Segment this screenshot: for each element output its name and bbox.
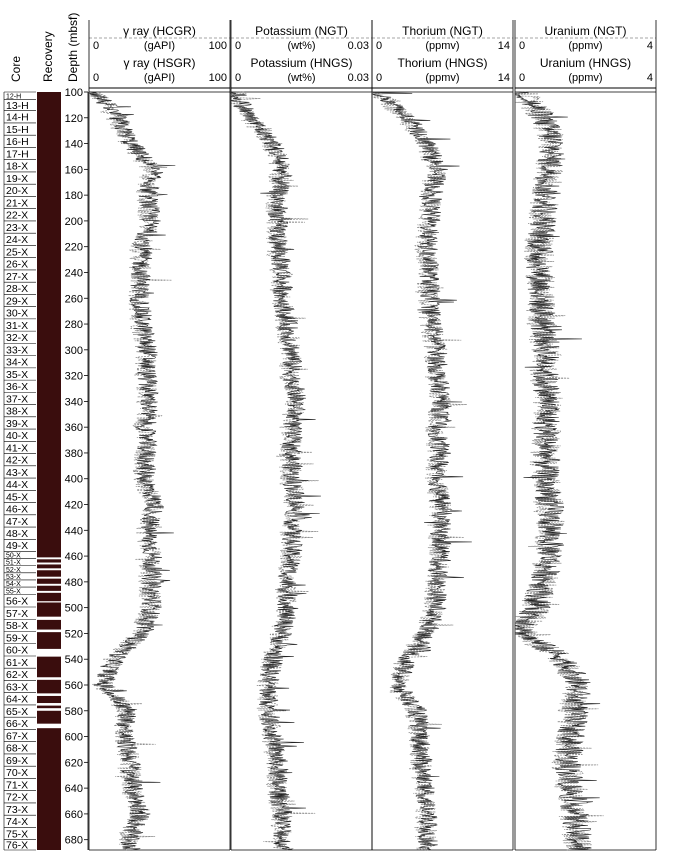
track-top-max: 14 — [497, 40, 510, 52]
core-label: 45-X — [6, 491, 29, 504]
core-label: 13-H — [6, 100, 29, 113]
depth-tick-label: 660 — [64, 808, 83, 821]
core-label: 32-X — [6, 332, 29, 345]
core-label: 27-X — [6, 270, 29, 283]
track-top-max: 4 — [646, 40, 653, 52]
core-label: 39-X — [6, 417, 29, 430]
core-label: 66-X — [6, 718, 29, 731]
depth-tick-label: 520 — [64, 628, 83, 641]
recovery-gap — [37, 568, 61, 570]
core-label: 62-X — [6, 669, 29, 682]
core-label: 53-X — [6, 573, 21, 581]
depth-tick-label: 500 — [64, 602, 83, 615]
log-tracks — [89, 20, 656, 850]
core-label: 75-X — [6, 828, 29, 841]
core-label: 28-X — [6, 283, 29, 296]
core-label: 17-H — [6, 148, 29, 161]
core-label: 60-X — [6, 644, 29, 657]
track-bottom-unit: (gAPI) — [143, 72, 176, 84]
core-label: 42-X — [6, 454, 29, 467]
core-label: 73-X — [6, 803, 29, 816]
core-label: 12-H — [6, 93, 22, 101]
depth-tick-label: 320 — [64, 370, 83, 383]
core-label: 29-X — [6, 295, 29, 308]
core-label: 50-X — [6, 552, 21, 560]
depth-tick-label: 300 — [64, 344, 83, 357]
depth-tick-label: 280 — [64, 319, 83, 332]
depth-tick-label: 640 — [64, 783, 83, 796]
core-label: 47-X — [6, 515, 29, 528]
track-top-max: 100 — [208, 40, 227, 52]
track-top-unit: (gAPI) — [143, 40, 176, 52]
depth-tick-label: 420 — [64, 499, 83, 512]
track-bottom-title: Thorium (HNGS) — [397, 56, 488, 70]
recovery-column — [37, 92, 61, 850]
track-top-min: 0 — [93, 40, 100, 52]
core-label: 61-X — [6, 656, 29, 669]
core-label: 55-X — [6, 588, 21, 596]
depth-tick-label: 440 — [64, 525, 83, 538]
track-top-title: γ ray (HCGR) — [123, 24, 196, 38]
core-label: 74-X — [6, 816, 29, 829]
core-label: 35-X — [6, 368, 29, 381]
track-top-title: Uranium (NGT) — [544, 24, 627, 38]
core-label: 68-X — [6, 742, 29, 755]
core-label: 76-X — [6, 839, 29, 852]
recovery-gap — [37, 601, 61, 602]
depth-tick-label: 220 — [64, 241, 83, 254]
core-label: 25-X — [6, 246, 29, 259]
core-label: 24-X — [6, 234, 29, 247]
recovery-gap — [37, 703, 61, 706]
track-bottom-max: 100 — [208, 72, 227, 84]
depth-tick-label: 460 — [64, 551, 83, 564]
depth-tick-label: 480 — [64, 576, 83, 589]
track-bottom-unit: (ppmv) — [568, 72, 603, 84]
track-top-max: 0.03 — [347, 40, 369, 52]
core-label: 15-H — [6, 123, 29, 136]
recovery-gap — [37, 693, 61, 696]
depth-tick-label: 360 — [64, 422, 83, 435]
track-top-title: Potassium (NGT) — [255, 24, 348, 38]
track-bottom-min: 0 — [235, 72, 242, 84]
recovery-gap — [37, 617, 61, 620]
depth-axis-label: Depth (mbsf) — [66, 12, 80, 82]
core-label: 63-X — [6, 681, 29, 694]
track-top-unit: (ppmv) — [425, 40, 460, 52]
core-label: 56-X — [6, 595, 29, 608]
track-4 — [515, 20, 656, 850]
core-label: 52-X — [6, 566, 21, 574]
core-label: 31-X — [6, 319, 29, 332]
core-label: 30-X — [6, 307, 29, 320]
track-bottom-max: 14 — [497, 72, 510, 84]
ngt-curve — [89, 92, 175, 850]
core-label: 26-X — [6, 258, 29, 271]
depth-tick-label: 200 — [64, 215, 83, 228]
hngs-curve — [372, 92, 467, 850]
track-top-min: 0 — [235, 40, 242, 52]
depth-tick-label: 140 — [64, 138, 83, 151]
core-label: 65-X — [6, 705, 29, 718]
depth-tick-label: 400 — [64, 473, 83, 486]
core-label: 43-X — [6, 466, 29, 479]
core-label: 40-X — [6, 430, 29, 443]
core-label: 20-X — [6, 185, 29, 198]
core-label: 23-X — [6, 221, 29, 234]
core-label: 14-H — [6, 111, 29, 124]
depth-tick-label: 680 — [64, 834, 83, 847]
core-label: 22-X — [6, 209, 29, 222]
hngs-curve — [515, 92, 604, 850]
ngt-curve — [515, 92, 600, 850]
track-bottom-min: 0 — [93, 72, 100, 84]
recovery-gap — [37, 577, 61, 579]
track-bottom-title: Uranium (HNGS) — [539, 56, 632, 70]
core-label: 33-X — [6, 344, 29, 357]
recovery-gap — [37, 557, 61, 559]
track-2 — [231, 20, 372, 850]
track-top-title: Thorium (NGT) — [402, 24, 483, 38]
recovery-gap — [37, 708, 61, 711]
core-label: 44-X — [6, 479, 29, 492]
core-label: 48-X — [6, 527, 29, 540]
core-label: 54-X — [6, 580, 21, 588]
core-column-label: Core — [9, 55, 23, 82]
depth-tick-label: 380 — [64, 447, 83, 460]
core-label: 57-X — [6, 607, 29, 620]
recovery-gap — [37, 563, 61, 565]
core-label: 46-X — [6, 503, 29, 516]
depth-tick-label: 100 — [64, 87, 83, 99]
track-1 — [89, 20, 230, 850]
track-top-min: 0 — [376, 40, 383, 52]
depth-tick-label: 120 — [64, 112, 83, 125]
core-label: 18-X — [6, 160, 29, 173]
recovery-gap — [37, 630, 61, 633]
recovery-gap — [37, 591, 61, 593]
core-label: 64-X — [6, 693, 29, 706]
core-label: 67-X — [6, 730, 29, 743]
depth-tick-label: 620 — [64, 757, 83, 770]
core-labels — [4, 92, 36, 852]
recovery-gap — [37, 677, 61, 680]
track-bottom-min: 0 — [519, 72, 526, 84]
core-label: 69-X — [6, 754, 29, 767]
core-label: 58-X — [6, 620, 29, 633]
track-3 — [372, 20, 513, 850]
depth-tick-label: 260 — [64, 293, 83, 306]
recovery-column-label: Recovery — [41, 31, 55, 82]
depth-tick-label: 160 — [64, 164, 83, 177]
depth-tick-label: 560 — [64, 679, 83, 692]
core-label: 59-X — [6, 632, 29, 645]
depth-tick-label: 240 — [64, 267, 83, 280]
core-label: 41-X — [6, 442, 29, 455]
depth-tick-label: 580 — [64, 705, 83, 718]
core-label: 16-H — [6, 136, 29, 149]
core-label: 19-X — [6, 172, 29, 185]
track-bottom-max: 4 — [646, 72, 653, 84]
depth-tick-label: 540 — [64, 654, 83, 667]
recovery-gap — [37, 724, 61, 729]
core-label: 70-X — [6, 767, 29, 780]
core-label: 38-X — [6, 405, 29, 418]
core-label: 37-X — [6, 393, 29, 406]
track-top-min: 0 — [519, 40, 526, 52]
depth-tick-label: 600 — [64, 731, 83, 744]
ngt-curve — [231, 92, 321, 850]
recovery-bar — [37, 92, 61, 850]
core-label: 36-X — [6, 381, 29, 394]
track-bottom-unit: (wt%) — [287, 72, 316, 84]
track-top-unit: (ppmv) — [568, 40, 603, 52]
track-top-unit: (wt%) — [287, 40, 316, 52]
core-label: 34-X — [6, 356, 29, 369]
left-columns — [4, 13, 88, 852]
core-label: 72-X — [6, 791, 29, 804]
depth-tick-label: 180 — [64, 190, 83, 203]
recovery-gap — [37, 649, 61, 657]
depth-tick-label: 340 — [64, 396, 83, 409]
ngt-curve — [372, 92, 472, 850]
core-label: 71-X — [6, 779, 29, 792]
track-bottom-title: Potassium (HNGS) — [250, 56, 353, 70]
track-bottom-unit: (ppmv) — [425, 72, 460, 84]
track-bottom-min: 0 — [376, 72, 383, 84]
track-bottom-title: γ ray (HSGR) — [123, 56, 196, 70]
core-label: 51-X — [6, 559, 21, 567]
core-label: 21-X — [6, 197, 29, 210]
track-bottom-max: 0.03 — [347, 72, 369, 84]
core-label: 49-X — [6, 540, 29, 553]
depth-axis — [65, 87, 88, 850]
recovery-gap — [37, 584, 61, 586]
